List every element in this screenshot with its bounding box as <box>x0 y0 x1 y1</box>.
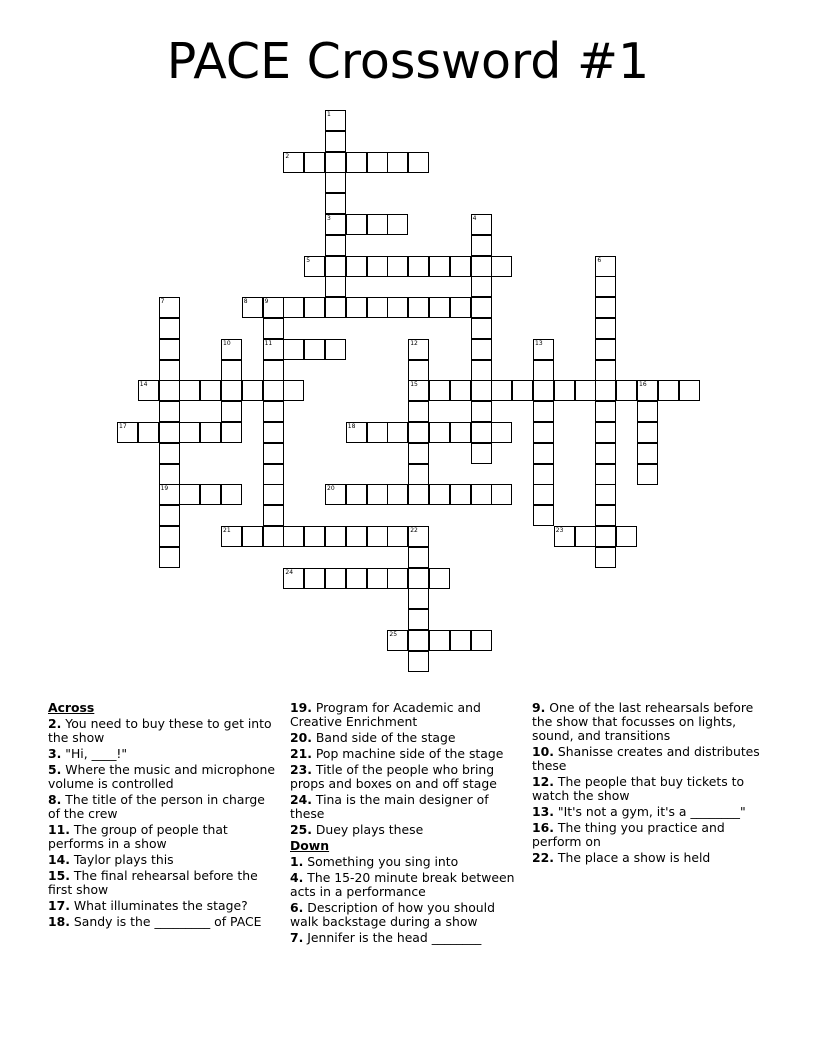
crossword-cell[interactable] <box>595 297 616 318</box>
crossword-cell[interactable] <box>471 360 492 381</box>
crossword-cell[interactable] <box>325 193 346 214</box>
clue-item <box>290 731 522 745</box>
cell-number: 20 <box>327 485 335 493</box>
crossword-cell[interactable] <box>159 422 180 443</box>
clue-text: The place a show is held <box>553 850 711 865</box>
crossword-cell[interactable] <box>159 339 180 360</box>
crossword-cell[interactable] <box>512 380 533 401</box>
cell-number: 9 <box>264 298 269 306</box>
crossword-cell[interactable] <box>595 401 616 422</box>
crossword-cell[interactable] <box>159 360 180 381</box>
clues-column-3 <box>532 701 764 867</box>
crossword-cell[interactable] <box>283 339 304 360</box>
crossword-cell[interactable] <box>595 464 616 485</box>
crossword-cell[interactable] <box>595 422 616 443</box>
clue-text: The 15-20 minute break between acts in a performance <box>290 870 515 899</box>
crossword-cell[interactable] <box>533 443 554 464</box>
clues-column-1 <box>48 701 280 931</box>
crossword-cell[interactable] <box>387 256 408 277</box>
crossword-cell[interactable] <box>471 256 492 277</box>
crossword-cell[interactable] <box>304 297 325 318</box>
cell-number: 19 <box>160 485 169 493</box>
crossword-cell[interactable] <box>533 505 554 526</box>
crossword-cell[interactable] <box>325 484 346 505</box>
cell-number: 14 <box>139 381 148 389</box>
crossword-cell[interactable] <box>117 422 138 443</box>
clue-text: The title of the person in charge of the crew <box>48 792 265 821</box>
crossword-cell[interactable] <box>575 380 596 401</box>
clue-text: The group of people that performs in a show <box>48 822 228 851</box>
cell-number: 3 <box>327 215 331 222</box>
crossword-cell[interactable] <box>637 401 658 422</box>
crossword-cell[interactable] <box>595 505 616 526</box>
crossword-cell[interactable] <box>491 256 512 277</box>
crossword-cell[interactable] <box>242 526 263 547</box>
crossword-cell[interactable] <box>429 422 450 443</box>
clue-item <box>290 901 522 929</box>
crossword-cell[interactable] <box>408 547 429 568</box>
crossword-cell[interactable] <box>491 380 512 401</box>
crossword-cell[interactable] <box>429 380 450 401</box>
clue-number: 14. <box>48 852 70 867</box>
crossword-cell[interactable] <box>325 297 346 318</box>
crossword-cell[interactable] <box>221 401 242 422</box>
clue-number: 16. <box>532 820 554 835</box>
clue-number: 1. <box>290 854 304 869</box>
clue-number: 4. <box>290 870 304 885</box>
clue-item <box>290 747 522 761</box>
cell-number: 12 <box>410 339 418 347</box>
clue-number: 8. <box>48 792 62 807</box>
clue-text: "Hi, ____!" <box>61 746 128 761</box>
crossword-cell[interactable] <box>263 297 284 318</box>
crossword-cell[interactable] <box>595 484 616 505</box>
crossword-cell[interactable] <box>159 484 180 505</box>
clue-item <box>290 931 522 945</box>
crossword-cell[interactable] <box>471 630 492 651</box>
clue-text: Jennifer is the head ________ <box>303 930 482 945</box>
crossword-cell[interactable] <box>408 609 429 630</box>
crossword-cell[interactable] <box>304 526 325 547</box>
cell-number: 13 <box>535 339 543 347</box>
clue-number: 3. <box>48 746 62 761</box>
crossword-cell[interactable] <box>283 568 304 589</box>
cell-number: 24 <box>285 568 294 576</box>
clue-item <box>290 763 522 791</box>
crossword-cell[interactable] <box>408 339 429 360</box>
clue-text: Where the music and microphone volume is controlled <box>48 762 275 791</box>
cell-number: 7 <box>160 298 165 306</box>
clue-text: Description of how you should walk backstage during a show <box>290 900 495 929</box>
cell-number: 18 <box>347 423 356 430</box>
crossword-cell[interactable] <box>471 214 492 235</box>
crossword-cell[interactable] <box>408 443 429 464</box>
clue-item <box>48 793 280 821</box>
crossword-cell[interactable] <box>387 484 408 505</box>
clue-item <box>48 823 280 851</box>
crossword-cell[interactable] <box>367 484 388 505</box>
crossword-cell[interactable] <box>304 152 325 173</box>
crossword-cell[interactable] <box>387 152 408 173</box>
clue-number: 2. <box>48 716 62 731</box>
crossword-cell[interactable] <box>263 318 284 339</box>
crossword-cell[interactable] <box>263 360 284 381</box>
crossword-cell[interactable] <box>179 422 200 443</box>
clue-section-header: Across <box>48 700 95 715</box>
clue-item <box>290 823 522 837</box>
crossword-cell[interactable] <box>408 526 429 547</box>
clue-item <box>48 763 280 791</box>
clue-number: 17. <box>48 898 70 913</box>
crossword-cell[interactable] <box>616 380 637 401</box>
crossword-cell[interactable] <box>408 651 429 672</box>
crossword-cell[interactable] <box>595 256 616 277</box>
crossword-cell[interactable] <box>263 401 284 422</box>
cell-number: 1 <box>327 111 331 118</box>
crossword-cell[interactable] <box>159 464 180 485</box>
crossword-cell[interactable] <box>179 484 200 505</box>
crossword-cell[interactable] <box>471 235 492 256</box>
clue-item <box>532 701 764 743</box>
crossword-cell[interactable] <box>346 568 367 589</box>
crossword-cell[interactable] <box>450 256 471 277</box>
crossword-cell[interactable] <box>471 422 492 443</box>
clue-number: 15. <box>48 868 70 883</box>
crossword-cell[interactable] <box>408 401 429 422</box>
crossword-cell[interactable] <box>263 339 284 360</box>
crossword-cell[interactable] <box>387 422 408 443</box>
crossword-cell[interactable] <box>367 256 388 277</box>
crossword-cell[interactable] <box>283 152 304 173</box>
clue-text: You need to buy these to get into the show <box>48 716 272 745</box>
crossword-cell[interactable] <box>429 568 450 589</box>
crossword-cell[interactable] <box>637 464 658 485</box>
crossword-cell[interactable] <box>616 526 637 547</box>
crossword-cell[interactable] <box>450 380 471 401</box>
clue-item <box>48 747 280 761</box>
crossword-cell[interactable] <box>200 422 221 443</box>
clue-number: 9. <box>532 700 546 715</box>
crossword-cell[interactable] <box>242 380 263 401</box>
clue-text: Something you sing into <box>303 854 459 869</box>
crossword-cell[interactable] <box>325 152 346 173</box>
crossword-cell[interactable] <box>263 505 284 526</box>
clue-item <box>48 717 280 745</box>
cell-number: 11 <box>264 339 273 347</box>
crossword-cell[interactable] <box>491 422 512 443</box>
crossword-cell[interactable] <box>242 297 263 318</box>
crossword-cell[interactable] <box>159 505 180 526</box>
cell-number: 4 <box>472 215 477 222</box>
crossword-cell[interactable] <box>367 297 388 318</box>
clue-item <box>532 821 764 849</box>
crossword-cell[interactable] <box>429 297 450 318</box>
crossword-cell[interactable] <box>263 443 284 464</box>
clue-text: Duey plays these <box>311 822 424 837</box>
clue-text: "It's not a gym, it's a ________" <box>553 804 746 819</box>
crossword-cell[interactable] <box>408 464 429 485</box>
crossword-cell[interactable] <box>408 380 429 401</box>
clue-item <box>290 855 522 869</box>
cell-number: 15 <box>410 381 418 389</box>
clue-number: 25. <box>290 822 312 837</box>
clue-number: 12. <box>532 774 554 789</box>
clue-number: 19. <box>290 700 312 715</box>
crossword-cell[interactable] <box>533 484 554 505</box>
clue-text: The final rehearsal before the first show <box>48 868 258 897</box>
crossword-cell[interactable] <box>658 380 679 401</box>
crossword-cell[interactable] <box>138 422 159 443</box>
crossword-cell[interactable] <box>221 360 242 381</box>
crossword-cell[interactable] <box>263 526 284 547</box>
crossword-cell[interactable] <box>263 380 284 401</box>
clue-item <box>48 869 280 897</box>
crossword-cell[interactable] <box>179 380 200 401</box>
clue-number: 13. <box>532 804 554 819</box>
crossword-cell[interactable] <box>595 443 616 464</box>
crossword-cell[interactable] <box>263 484 284 505</box>
crossword-cell[interactable] <box>471 401 492 422</box>
cell-number: 21 <box>223 527 231 534</box>
crossword-cell[interactable] <box>471 443 492 464</box>
crossword-cell[interactable] <box>159 318 180 339</box>
crossword-cell[interactable] <box>408 360 429 381</box>
crossword-cell[interactable] <box>346 484 367 505</box>
crossword-cell[interactable] <box>387 630 408 651</box>
clue-item <box>290 871 522 899</box>
crossword-cell[interactable] <box>221 484 242 505</box>
clue-text: The thing you practice and perform on <box>532 820 725 849</box>
crossword-cell[interactable] <box>595 360 616 381</box>
crossword-cell[interactable] <box>387 297 408 318</box>
crossword-cell[interactable] <box>346 256 367 277</box>
clue-number: 20. <box>290 730 312 745</box>
crossword-cell[interactable] <box>595 339 616 360</box>
crossword-cell[interactable] <box>325 235 346 256</box>
crossword-cell[interactable] <box>159 380 180 401</box>
crossword-cell[interactable] <box>325 568 346 589</box>
clue-number: 21. <box>290 746 312 761</box>
cell-number: 25 <box>389 631 398 638</box>
crossword-cell[interactable] <box>595 380 616 401</box>
crossword-cell[interactable] <box>554 380 575 401</box>
crossword-cell[interactable] <box>159 547 180 568</box>
crossword-cell[interactable] <box>304 568 325 589</box>
crossword-cell[interactable] <box>554 526 575 547</box>
cell-number: 16 <box>639 381 647 389</box>
clue-text: What illuminates the stage? <box>69 898 248 913</box>
cell-number: 8 <box>243 298 248 306</box>
crossword-cell[interactable] <box>595 526 616 547</box>
cell-number: 22 <box>410 527 418 534</box>
crossword-cell[interactable] <box>429 484 450 505</box>
crossword-cell[interactable] <box>200 380 221 401</box>
clue-number: 11. <box>48 822 70 837</box>
crossword-cell[interactable] <box>595 547 616 568</box>
clue-item <box>290 701 522 729</box>
crossword-cell[interactable] <box>325 276 346 297</box>
crossword-cell[interactable] <box>346 297 367 318</box>
crossword-cell[interactable] <box>450 630 471 651</box>
cell-number: 17 <box>119 423 127 430</box>
crossword-cell[interactable] <box>637 443 658 464</box>
crossword-cell[interactable] <box>491 484 512 505</box>
crossword-cell[interactable] <box>637 380 658 401</box>
clue-number: 22. <box>532 850 554 865</box>
clue-item <box>290 793 522 821</box>
page-title: PACE Crossword #1 <box>166 33 650 90</box>
cell-number: 5 <box>306 256 311 264</box>
crossword-cell[interactable] <box>325 172 346 193</box>
crossword-cell[interactable] <box>533 401 554 422</box>
clue-item <box>532 775 764 803</box>
crossword-cell[interactable] <box>408 630 429 651</box>
crossword-cell[interactable] <box>637 422 658 443</box>
crossword-cell[interactable] <box>325 214 346 235</box>
clue-number: 10. <box>532 744 554 759</box>
cell-number: 10 <box>223 339 231 347</box>
crossword-cell[interactable] <box>304 256 325 277</box>
crossword-cell[interactable] <box>221 526 242 547</box>
crossword-cell[interactable] <box>325 131 346 152</box>
clue-text: Sandy is the _________ of PACE <box>69 914 262 929</box>
crossword-cell[interactable] <box>533 360 554 381</box>
crossword-cell[interactable] <box>387 526 408 547</box>
clue-text: Tina is the main designer of these <box>290 792 489 821</box>
clue-text: Band side of the stage <box>311 730 456 745</box>
crossword-cell[interactable] <box>387 214 408 235</box>
crossword-cell[interactable] <box>367 214 388 235</box>
crossword-cell[interactable] <box>471 318 492 339</box>
crossword-cell[interactable] <box>221 380 242 401</box>
crossword-cell[interactable] <box>533 464 554 485</box>
crossword-cell[interactable] <box>159 526 180 547</box>
crossword-cell[interactable] <box>387 568 408 589</box>
crossword-cell[interactable] <box>263 464 284 485</box>
crossword-cell[interactable] <box>408 588 429 609</box>
clues-column-2 <box>290 701 522 947</box>
crossword-cell[interactable] <box>408 152 429 173</box>
clue-text: One of the last rehearsals before the show that focusses on lights, sound, and transitions <box>532 700 754 743</box>
crossword-cell[interactable] <box>408 484 429 505</box>
crossword-cell[interactable] <box>221 422 242 443</box>
clue-text: Taylor plays this <box>69 852 174 867</box>
crossword-cell[interactable] <box>283 297 304 318</box>
crossword-cell[interactable] <box>325 526 346 547</box>
crossword-cell[interactable] <box>367 422 388 443</box>
crossword-cell[interactable] <box>221 339 242 360</box>
crossword-cell[interactable] <box>283 526 304 547</box>
crossword-cell[interactable] <box>325 110 346 131</box>
crossword-cell[interactable] <box>367 568 388 589</box>
crossword-cell[interactable] <box>346 214 367 235</box>
clue-item <box>532 851 764 865</box>
crossword-cell[interactable] <box>346 152 367 173</box>
clue-item <box>48 899 280 913</box>
crossword-cell[interactable] <box>200 484 221 505</box>
crossword-cell[interactable] <box>367 526 388 547</box>
clue-section-header: Down <box>290 838 330 853</box>
clue-number: 7. <box>290 930 304 945</box>
crossword-cell[interactable] <box>346 526 367 547</box>
crossword-cell[interactable] <box>595 276 616 297</box>
clue-text: Program for Academic and Creative Enrichment <box>290 700 481 729</box>
clue-text: The people that buy tickets to watch the show <box>532 774 745 803</box>
crossword-cell[interactable] <box>367 152 388 173</box>
crossword-cell[interactable] <box>325 256 346 277</box>
clue-number: 5. <box>48 762 62 777</box>
crossword-cell[interactable] <box>408 568 429 589</box>
crossword-cell[interactable] <box>429 630 450 651</box>
crossword-cell[interactable] <box>533 339 554 360</box>
clue-text: Pop machine side of the stage <box>311 746 504 761</box>
crossword-cell[interactable] <box>471 380 492 401</box>
clue-number: 24. <box>290 792 312 807</box>
crossword-cell[interactable] <box>159 443 180 464</box>
clue-item <box>48 915 280 929</box>
crossword-cell[interactable] <box>471 484 492 505</box>
crossword-cell[interactable] <box>408 256 429 277</box>
crossword-cell[interactable] <box>450 422 471 443</box>
crossword-cell[interactable] <box>159 297 180 318</box>
crossword-cell[interactable] <box>304 339 325 360</box>
clue-item <box>532 745 764 773</box>
crossword-cell[interactable] <box>408 297 429 318</box>
cell-number: 2 <box>285 152 290 160</box>
crossword-cell[interactable] <box>595 318 616 339</box>
crossword-cell[interactable] <box>471 297 492 318</box>
crossword-cell[interactable] <box>283 380 304 401</box>
crossword-cell[interactable] <box>263 422 284 443</box>
crossword-cell[interactable] <box>533 380 554 401</box>
clue-item <box>48 853 280 867</box>
crossword-cell[interactable] <box>138 380 159 401</box>
crossword-cell[interactable] <box>408 422 429 443</box>
crossword-cell[interactable] <box>471 339 492 360</box>
clue-text: Shanisse creates and distributes these <box>532 744 760 773</box>
cell-number: 6 <box>597 256 602 264</box>
crossword-cell[interactable] <box>429 256 450 277</box>
crossword-cell[interactable] <box>450 484 471 505</box>
crossword-cell[interactable] <box>533 422 554 443</box>
crossword-cell[interactable] <box>346 422 367 443</box>
clue-number: 23. <box>290 762 312 777</box>
crossword-cell[interactable] <box>575 526 596 547</box>
crossword-cell[interactable] <box>325 339 346 360</box>
crossword-cell[interactable] <box>471 276 492 297</box>
clue-number: 6. <box>290 900 304 915</box>
clue-number: 18. <box>48 914 70 929</box>
cell-number: 23 <box>555 527 564 534</box>
clue-text: Title of the people who bring props and boxes on and off stage <box>290 762 497 791</box>
crossword-cell[interactable] <box>450 297 471 318</box>
crossword-cell[interactable] <box>159 401 180 422</box>
clue-item <box>532 805 764 819</box>
crossword-cell[interactable] <box>679 380 700 401</box>
